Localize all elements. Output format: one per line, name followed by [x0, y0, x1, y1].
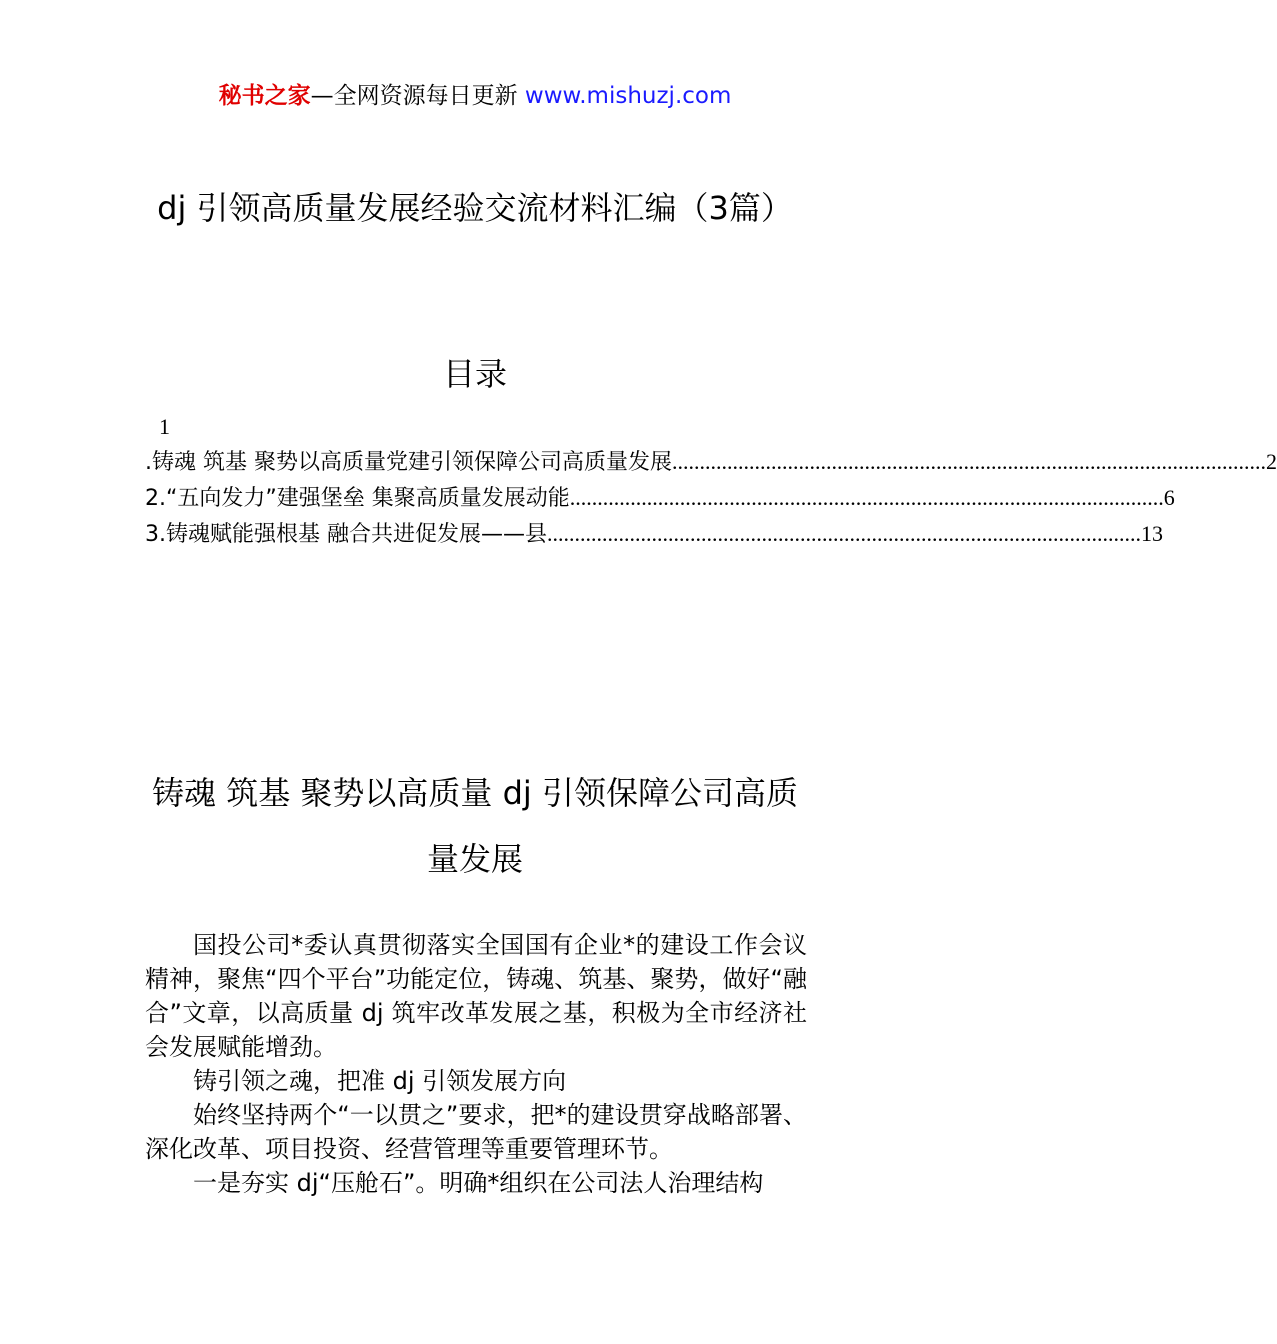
- table-of-contents: [145, 410, 1277, 552]
- header-tagline: —全网资源每日更新: [310, 83, 525, 109]
- toc-page-number: 13: [1141, 521, 1163, 546]
- toc-page-number: 2: [1265, 449, 1277, 474]
- brand-name: 秘书之家: [218, 83, 311, 109]
- toc-entry-1[interactable]: [145, 444, 1277, 480]
- article-title: 铸魂 筑基 聚势以高质量 dj 引领保障公司高质量发展: [152, 774, 798, 878]
- document-title: dj 引领高质量发展经验交流材料汇编（3篇）: [157, 189, 793, 227]
- toc-entry-3[interactable]: [145, 516, 1163, 552]
- toc-leader-dots: ............................................................................................................: [569, 485, 1164, 510]
- site-header: [0, 80, 950, 112]
- toc-leader-dots: ............................................................................................................: [671, 449, 1266, 474]
- body-paragraph: 国投公司*委认真贯彻落实全国国有企业*的建设工作会议精神，聚焦“四个平台”功能定位，铸魂、筑基、聚势，做好“融合”文章，以高质量 dj 筑牢改革发展之基，积极为全市经济社会发展赋能增劲。: [145, 931, 807, 1061]
- section-heading: 铸引领之魂，把准 dj 引领发展方向: [193, 1067, 567, 1095]
- body-paragraph: 始终坚持两个“一以贯之”要求，把*的建设贯穿战略部署、深化改革、项目投资、经营管理等重要管理环节。: [145, 1101, 807, 1163]
- site-url-link[interactable]: www.mishuzj.com: [524, 83, 732, 109]
- toc-page-number: 6: [1163, 485, 1175, 510]
- toc-entry-number: 1: [159, 414, 170, 439]
- toc-heading: 目录: [442, 355, 507, 393]
- toc-entry-label: 3.铸魂赋能强根基 融合共进促发展——县: [145, 522, 547, 547]
- toc-entry-label: .铸魂 筑基 聚势以高质量党建引领保障公司高质量发展: [145, 450, 672, 475]
- article-body: [145, 928, 807, 1200]
- toc-entry-2[interactable]: [145, 480, 1175, 516]
- toc-entry-label: 2.“五向发力”建强堡垒 集聚高质量发展动能: [145, 486, 570, 511]
- body-paragraph: 一是夯实 dj“压舱石”。明确*组织在公司法人治理结构: [193, 1169, 764, 1197]
- toc-leader-dots: ............................................................................................................: [547, 521, 1141, 546]
